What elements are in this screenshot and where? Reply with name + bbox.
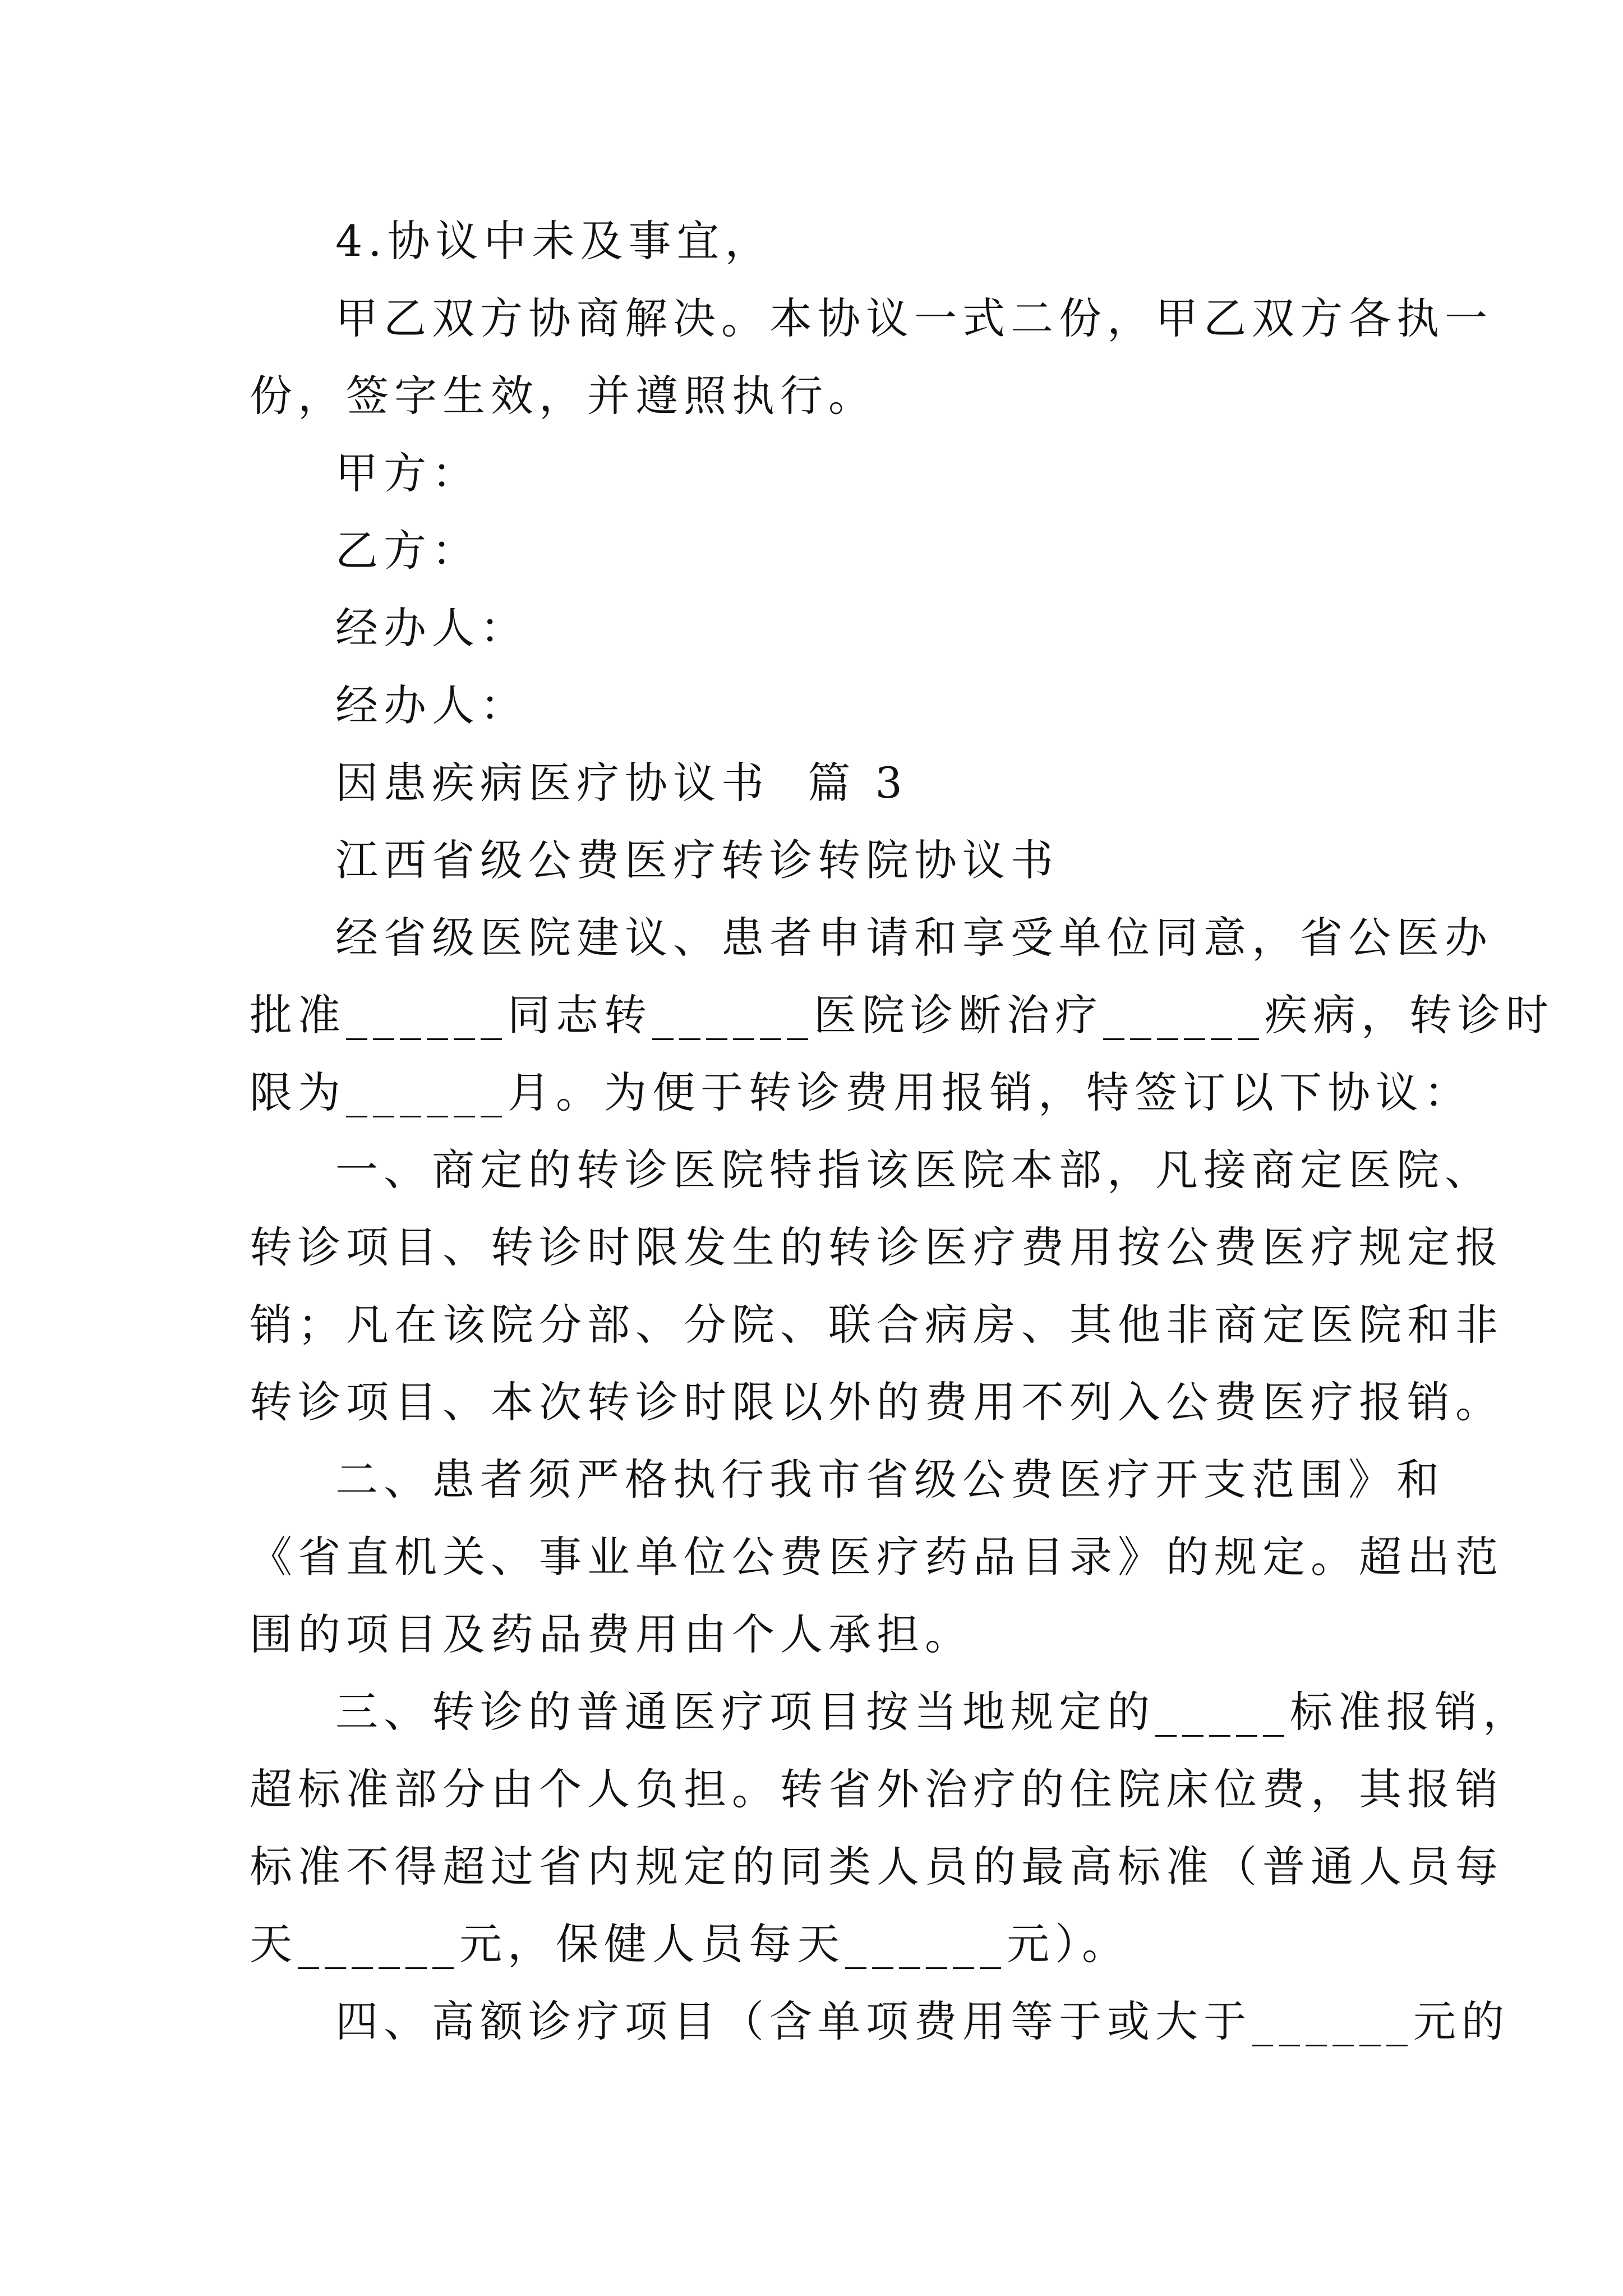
paragraph-line: 二、患者须严格执行我市省级公费医疗开支范围》和 (335, 1455, 1445, 1504)
paragraph-line: 三、转诊的普通医疗项目按当地规定的_____标准报销， (335, 1687, 1531, 1737)
paragraph-line: 一、商定的转诊医院特指该医院本部，凡接商定医院、 (335, 1145, 1493, 1195)
paragraph-line: 超标准部分由个人负担。转省外治疗的住院床位费，其报销 (250, 1764, 1504, 1814)
paragraph-line: 围的项目及药品费用由个人承担。 (250, 1609, 973, 1659)
document-title: 江西省级公费医疗转诊转院协议书 (335, 835, 1059, 885)
paragraph-line: 天______元，保健人员每天______元）。 (250, 1919, 1130, 1969)
paragraph-line: 4.协议中未及事宜， (335, 216, 773, 266)
paragraph-line: 销；凡在该院分部、分院、联合病房、其他非商定医院和非 (250, 1300, 1504, 1350)
paragraph-line: 转诊项目、本次转诊时限以外的费用不列入公费医疗报销。 (250, 1377, 1504, 1427)
paragraph-line: 经省级医院建议、患者申请和享受单位同意，省公医办 (335, 913, 1493, 963)
signature-label-party-a: 甲方： (335, 448, 480, 498)
signature-label-handler: 经办人： (335, 680, 528, 730)
paragraph-line: 四、高额诊疗项目（含单项费用等于或大于______元的 (335, 1996, 1510, 2046)
paragraph-line: 转诊项目、转诊时限发生的转诊医疗费用按公费医疗规定报 (250, 1222, 1504, 1272)
paragraph-line: 《省直机关、事业单位公费医疗药品目录》的规定。超出范 (250, 1532, 1504, 1582)
paragraph-line: 标准不得超过省内规定的同类人员的最高标准（普通人员每 (250, 1842, 1504, 1892)
paragraph-line: 甲乙双方协商解决。本协议一式二份，甲乙双方各执一 (335, 293, 1493, 343)
paragraph-line: 批准______同志转______医院诊断治疗______疾病，转诊时 (250, 990, 1554, 1040)
paragraph-line: 份，签字生效，并遵照执行。 (250, 371, 877, 421)
section-heading: 因患疾病医疗协议书 篇 3 (335, 758, 908, 808)
paragraph-line: 限为______月。为便于转诊费用报销，特签订以下协议： (250, 1068, 1472, 1117)
signature-label-handler: 经办人： (335, 603, 528, 653)
signature-label-party-b: 乙方： (335, 526, 480, 576)
